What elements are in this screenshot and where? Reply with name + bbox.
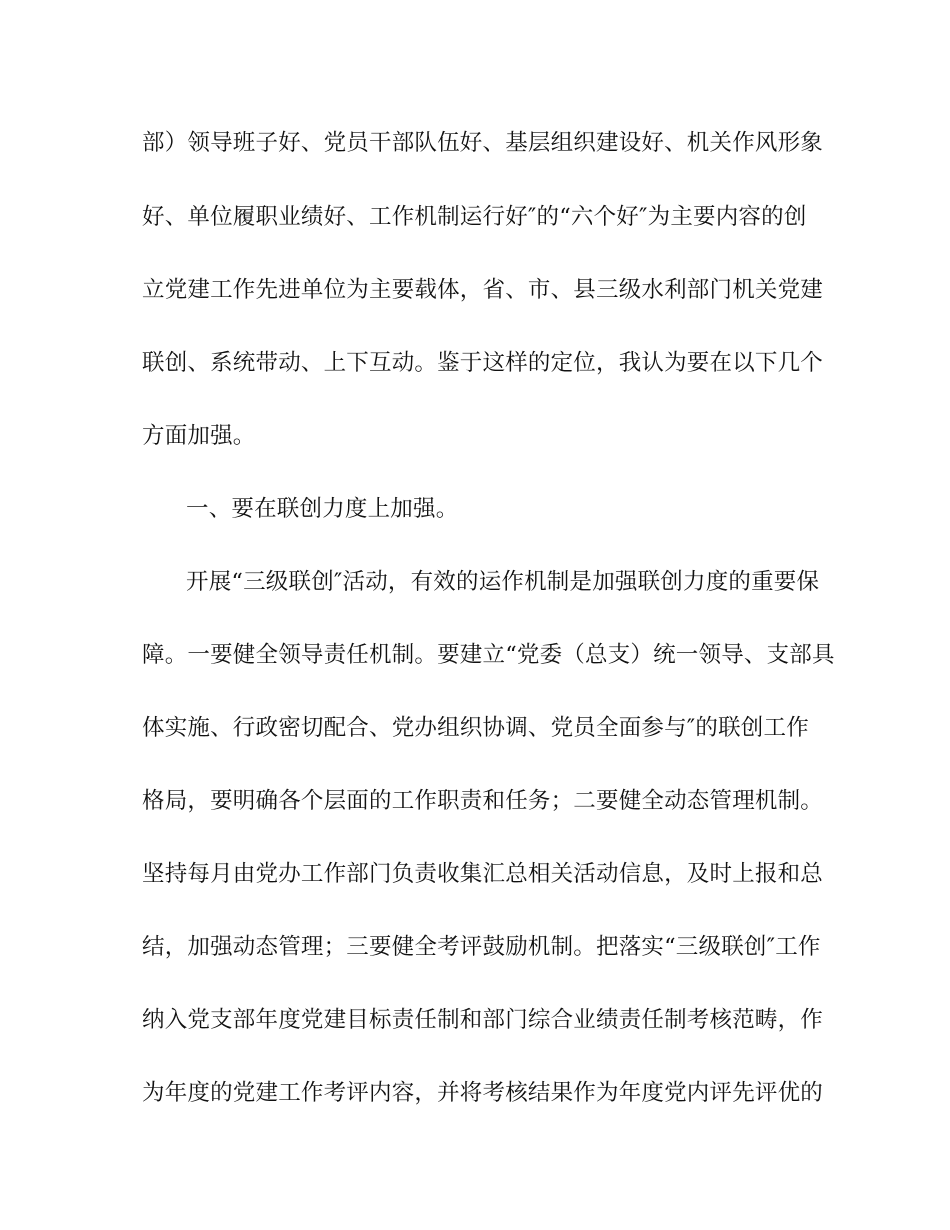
body-text-line: 开展“三级联创″活动，有效的运作机制是加强联创力度的重要保 — [186, 569, 820, 595]
body-text-line: 联创、系统带动、上下互动。鉴于这样的定位，我认为要在以下几个 — [142, 350, 824, 376]
body-text-line: 坚持每月由党办工作部门负责收集汇总相关活动信息，及时上报和总 — [142, 861, 824, 887]
body-text-line: 体实施、行政密切配合、党办组织协调、党员全面参与″的联创工作 — [142, 715, 809, 741]
body-text-line: 障。一要健全领导责任机制。要建立“党委（总支）统一领导、支部具 — [142, 642, 835, 668]
body-text-line: 方面加强。 — [142, 423, 256, 449]
body-text-line: 好、单位履职业绩好、工作机制运行好″的“六个好″为主要内容的创 — [142, 204, 807, 230]
body-text-line: 格局，要明确各个层面的工作职责和任务；二要健全动态管理机制。 — [142, 788, 824, 814]
body-text-line: 纳入党支部年度党建目标责任制和部门综合业绩责任制考核范畴，作 — [142, 1007, 824, 1033]
body-text-line: 立党建工作先进单位为主要载体，省、市、县三级水利部门机关党建 — [142, 277, 824, 303]
section-heading: 一、要在联创力度上加强。 — [186, 496, 459, 522]
body-text-line: 为年度的党建工作考评内容，并将考核结果作为年度党内评先评优的 — [142, 1080, 824, 1106]
body-text-line: 结，加强动态管理；三要健全考评鼓励机制。把落实“三级联创″工作 — [142, 934, 821, 960]
body-text-line: 部）领导班子好、党员干部队伍好、基层组织建设好、机关作风形象 — [142, 130, 824, 156]
